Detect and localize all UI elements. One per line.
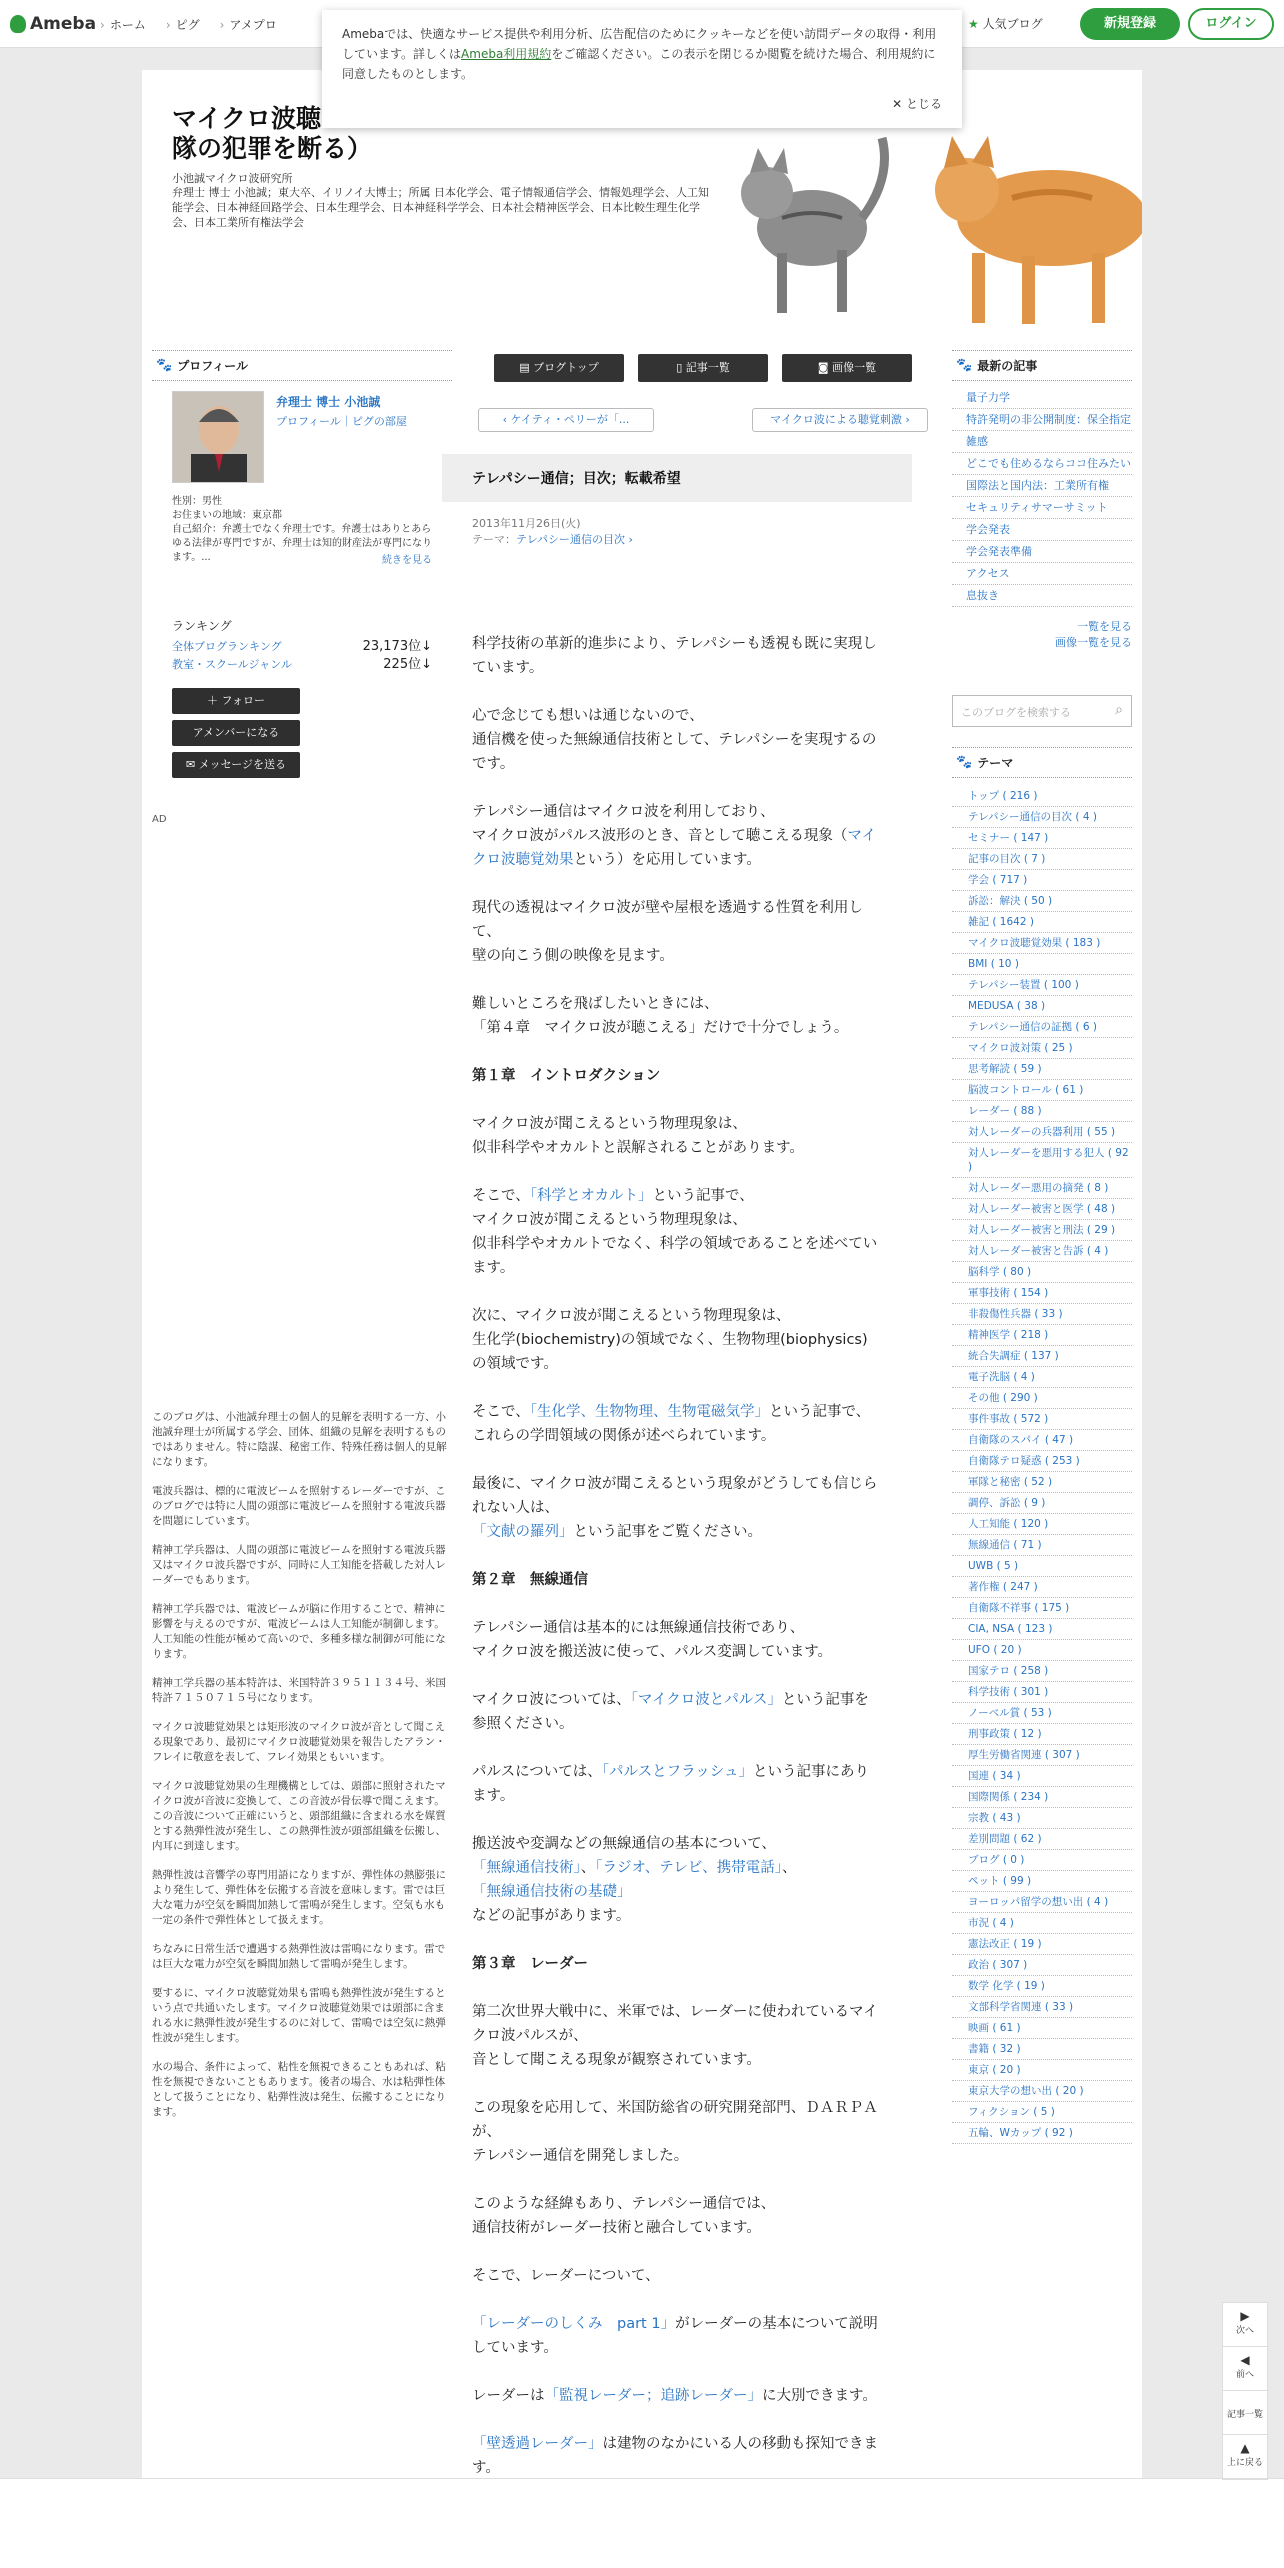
paragraph: この現象を応用して、米国防総省の研究開発部門、ＤＡＲＰＡが、 テレパシー通信を開発しました。 bbox=[472, 2100, 878, 2164]
theme-item[interactable]: ヨーロッパ留学の想い出 ( 4 ) bbox=[952, 1892, 1132, 1913]
paragraph bbox=[472, 2384, 882, 2408]
paragraph bbox=[472, 1472, 882, 1544]
paragraph: 現代の透視はマイクロ波が壁や屋根を透過する性質を利用して、 壁の向こう側の映像を見ます。 bbox=[472, 900, 863, 964]
text: そこで、 bbox=[472, 1404, 530, 1420]
theme-label: テーマ： bbox=[472, 533, 516, 546]
back-to-top-button[interactable] bbox=[1223, 2435, 1267, 2479]
recent-item[interactable]: 雑感 bbox=[952, 431, 1132, 453]
article-link[interactable]: 「無線通信技術」 bbox=[472, 1860, 581, 1876]
theme-item[interactable]: 憲法改正 ( 19 ) bbox=[952, 1934, 1132, 1955]
ranking-value: 225位↓ bbox=[383, 657, 432, 672]
text: パルスについては、 bbox=[472, 1764, 602, 1780]
entry-list-button[interactable]: ▯ 記事一覧 bbox=[638, 354, 768, 382]
theme-item[interactable]: 著作権 ( 247 ) bbox=[952, 1577, 1132, 1598]
text: 最後に、マイクロ波が聞こえるという現象がどうしても信じられない人は、 bbox=[472, 1476, 878, 1516]
article-link[interactable]: 「ラジオ、テレビ、携帯電話」 bbox=[595, 1860, 783, 1876]
theme-item[interactable]: 対人レーダー被害と告訴 ( 4 ) bbox=[952, 1241, 1132, 1262]
theme-item[interactable]: 訴訟：解決 ( 50 ) bbox=[952, 891, 1132, 912]
paragraph bbox=[472, 1688, 882, 1736]
sidebar-disclaimer bbox=[152, 1410, 448, 2134]
prev-button[interactable] bbox=[1223, 2347, 1267, 2391]
text: は建物のなかにいる人の移動も探知できます。 bbox=[472, 2436, 878, 2476]
recent-item[interactable]: 学会発表準備 bbox=[952, 541, 1132, 563]
theme-item[interactable]: 書籍 ( 32 ) bbox=[952, 2039, 1132, 2060]
theme-item[interactable]: 差別問題 ( 62 ) bbox=[952, 1829, 1132, 1850]
theme-item[interactable]: UFO ( 20 ) bbox=[952, 1640, 1132, 1661]
paragraph: そこで、レーダーについて、 bbox=[472, 2268, 660, 2284]
paragraph: 心で念じても想いは通じないので、 通信機を使った無線通信技術として、テレパシーを実現するのです。 bbox=[472, 708, 877, 772]
theme-item[interactable]: 雑記 ( 1642 ) bbox=[952, 912, 1132, 933]
author-description: 弁理士 博士 小池誠；東大卒、イリノイ大博士；所属 日本化学会、電子情報通信学会、情報処理学会、人工知能学会、日本神経回路学会、日本生理学会、日本神経科学学会、日本社会精神医学会、日本比較生理生化学会、日本工業所有権法学会 bbox=[172, 186, 710, 229]
article-link[interactable]: 「科学とオカルト」 bbox=[529, 1188, 653, 1204]
theme-item[interactable]: 国連 ( 34 ) bbox=[952, 1766, 1132, 1787]
profile-heading-text: プロフィール bbox=[177, 359, 248, 373]
read-more-link[interactable]: 続きを見る bbox=[382, 555, 432, 566]
note-paragraph: ちなみに日常生活で遭遇する熱弾性波は雷鳴になります。雷では巨大な電力が空気を瞬間加熱して雷鳴が発生します。 bbox=[152, 1943, 446, 1970]
paragraph: このような経緯もあり、テレパシー通信では、 通信技術がレーダー技術と融合しています。 bbox=[472, 2196, 776, 2236]
theme-item[interactable]: 対人レーダー被害と刑法 ( 29 ) bbox=[952, 1220, 1132, 1241]
theme-item[interactable]: セミナー ( 147 ) bbox=[952, 828, 1132, 849]
paragraph bbox=[472, 2312, 882, 2360]
note-paragraph: 精神工学兵器の基本特許は、米国特許３９５１１３４号、米国特許７１５０７１５号になります。 bbox=[152, 1677, 446, 1704]
ad-label: AD bbox=[152, 814, 167, 825]
recent-list bbox=[952, 387, 1132, 607]
view-all-link[interactable]: 一覧を見る bbox=[1077, 620, 1132, 633]
tabby-kitten-icon bbox=[741, 138, 885, 313]
theme-item[interactable]: 刑事政策 ( 12 ) bbox=[952, 1724, 1132, 1745]
text: に大別できます。 bbox=[762, 2388, 877, 2404]
left-sidebar bbox=[152, 350, 452, 825]
text: という記事を参照ください。 bbox=[472, 1692, 869, 1732]
theme-item[interactable]: 思考解読 ( 59 ) bbox=[952, 1059, 1132, 1080]
paragraph: テレパシー通信は基本的には無線通信技術であり、 マイクロ波を搬送波に使って、パルス変調しています。 bbox=[472, 1620, 833, 1660]
paragraph: マイクロ波が聞こえるという物理現象は、 似非科学やオカルトと誤解されることがあります。 bbox=[472, 1116, 804, 1156]
ranking-label[interactable]: 全体ブログランキング bbox=[172, 640, 282, 653]
logo-text: Ameba bbox=[30, 14, 97, 34]
theme-item[interactable]: テレパシー装置 ( 100 ) bbox=[952, 975, 1132, 996]
up-icon: ▲ bbox=[1240, 2441, 1250, 2455]
theme-item[interactable]: 東京 ( 20 ) bbox=[952, 2060, 1132, 2081]
theme-item[interactable]: 記事の目次 ( 7 ) bbox=[952, 849, 1132, 870]
text: という記事で、 これらの学問領域の関係が述べられています。 bbox=[472, 1404, 871, 1444]
article-link[interactable]: 「パルスとフラッシュ」 bbox=[601, 1764, 754, 1780]
theme-item[interactable]: 政治 ( 307 ) bbox=[952, 1955, 1132, 1976]
paragraph bbox=[472, 1760, 882, 1808]
recent-item[interactable]: 国際法と国内法：工業所有権 bbox=[952, 475, 1132, 497]
theme-item[interactable]: BMI ( 10 ) bbox=[952, 954, 1132, 975]
theme-item[interactable]: 学会 ( 717 ) bbox=[952, 870, 1132, 891]
theme-item[interactable]: 国家テロ ( 258 ) bbox=[952, 1661, 1132, 1682]
article-link[interactable]: 「生化学、生物物理、生物電磁気学」 bbox=[529, 1404, 769, 1420]
theme-item[interactable]: 脳科学 ( 80 ) bbox=[952, 1262, 1132, 1283]
login-button[interactable]: ログイン bbox=[1188, 8, 1274, 40]
profile-info: 性別：男性 お住まいの地域：東京都 自己紹介：弁護士でなく弁理士です。弁護士はありとあらゆる法律が専門ですが、弁理士は知的財産法が専門になります。... bbox=[172, 496, 432, 563]
theme-heading-text: テーマ bbox=[977, 756, 1014, 770]
profile-heading bbox=[152, 350, 452, 381]
profile-name-link[interactable]: 弁理士 博士 小池誠 bbox=[276, 395, 381, 409]
theme-item[interactable]: 自衛隊テロ疑惑 ( 253 ) bbox=[952, 1451, 1132, 1472]
paragraph: 搬送波や変調などの無線通信の基本について、 「無線通信技術」、「ラジオ、テレビ、携帯電話」、 「無線通信技術の基礎」 などの記事があります。 bbox=[472, 1836, 797, 1924]
ranking-row[interactable] bbox=[172, 656, 432, 674]
note-paragraph: 熱弾性波は音響学の専門用語になりますが、弾性体の熱膨張により発生して、弾性体を伝搬する音波を意味します。雷では巨大な電力が空気を瞬間加熱して雷鳴が発生します。空気も水も一定の条件で弾性体として扱えます。 bbox=[152, 1869, 446, 1926]
chapter-heading: 第１章 イントロダクション bbox=[472, 1068, 661, 1084]
recent-item[interactable]: 息抜き bbox=[952, 585, 1132, 607]
ranking-title: ランキング bbox=[172, 619, 232, 633]
article-link[interactable]: 「文献の羅列」 bbox=[472, 1524, 574, 1540]
paragraph: 次に、マイクロ波が聞こえるという物理現象は、 生化学(biochemistry)の領域でなく、生物物理(biophysics)の領域です。 bbox=[472, 1308, 868, 1372]
theme-item[interactable]: 脳波コントロール ( 61 ) bbox=[952, 1080, 1132, 1101]
entry-pager bbox=[478, 408, 928, 432]
entry-date: 2013年11月26日(火) bbox=[472, 517, 581, 530]
entry-theme-link[interactable]: テレパシー通信の目次 › bbox=[516, 533, 633, 546]
theme-item[interactable]: 軍事技術 ( 154 ) bbox=[952, 1283, 1132, 1304]
theme-item[interactable]: 人工知能 ( 120 ) bbox=[952, 1514, 1132, 1535]
paw-icon: 🐾 bbox=[956, 755, 973, 770]
theme-item[interactable]: 厚生労働省関連 ( 307 ) bbox=[952, 1745, 1132, 1766]
article-link[interactable]: 「マイクロ波とパルス」 bbox=[630, 1692, 782, 1708]
ranking-box bbox=[172, 617, 432, 674]
paragraph bbox=[472, 1184, 882, 1280]
paragraph: 第二次世界大戦中に、米軍では、レーダーに使われているマイクロ波パルスが、 音として聞こえる現象が観察されています。 bbox=[472, 2004, 878, 2068]
recent-item[interactable]: 特許発明の非公開制度：保全指定 bbox=[952, 409, 1132, 431]
theme-item[interactable]: MEDUSA ( 38 ) bbox=[952, 996, 1132, 1017]
ameba-leaf-icon bbox=[10, 15, 26, 33]
article-link[interactable]: 「監視レーダー；追跡レーダー」 bbox=[544, 2388, 762, 2404]
blog-top-button[interactable]: ▤ ブログトップ bbox=[494, 354, 624, 382]
next-entry-link[interactable]: マイクロ波による聴覚刺激 › bbox=[752, 408, 928, 432]
recent-item[interactable]: 学会発表 bbox=[952, 519, 1132, 541]
recent-item[interactable]: セキュリティサマーサミット bbox=[952, 497, 1132, 519]
theme-item[interactable]: フィクション ( 5 ) bbox=[952, 2102, 1132, 2123]
theme-item[interactable]: 対人レーダー悪用の摘発 ( 8 ) bbox=[952, 1178, 1132, 1199]
text: という記事をご覧ください。 bbox=[573, 1524, 762, 1540]
note-paragraph: 要するに、マイクロ波聴覚効果も雷鳴も熱弾性波が発生するという点で共通いたします。マイクロ波聴覚効果では頭部に含まれる水に熱弾性波が発生するのに対して、雷鳴では空気に熱弾性波が発生します。 bbox=[152, 1987, 446, 2044]
blog-title[interactable]: マイクロ波聴 隊の犯罪を断る） bbox=[172, 104, 373, 163]
right-sidebar bbox=[952, 350, 1132, 2144]
theme-item[interactable]: 宗教 ( 43 ) bbox=[952, 1808, 1132, 1829]
image-list-button[interactable]: ◙ 画像一覧 bbox=[782, 354, 912, 382]
theme-item[interactable]: 国際関係 ( 234 ) bbox=[952, 1787, 1132, 1808]
theme-item[interactable]: 数学 化学 ( 19 ) bbox=[952, 1976, 1132, 1997]
blog-nav bbox=[468, 354, 938, 382]
theme-item[interactable]: 対人レーダーを悪用する犯人 ( 92 ) bbox=[952, 1143, 1132, 1178]
recent-heading-text: 最新の記事 bbox=[977, 359, 1038, 373]
recent-item[interactable]: アクセス bbox=[952, 563, 1132, 585]
portrait-icon bbox=[173, 392, 264, 483]
recent-heading bbox=[952, 350, 1132, 381]
main-column bbox=[468, 350, 938, 2504]
paw-icon: 🐾 bbox=[156, 358, 173, 373]
theme-item[interactable]: CIA, NSA ( 123 ) bbox=[952, 1619, 1132, 1640]
entry-title[interactable]: テレパシー通信；目次；転載希望 bbox=[442, 454, 912, 502]
article-link[interactable]: 「壁透過レーダー」 bbox=[472, 2436, 603, 2452]
blog-page bbox=[142, 70, 1142, 2550]
text: という記事で、 マイクロ波が聞こえるという物理現象は、 似非科学やオカルトでなく、科学の領域であることを述べています。 bbox=[472, 1188, 878, 1276]
chapter-heading: 第３章 レーダー bbox=[472, 1956, 588, 1972]
cookie-text-1: Amebaでは、快適なサービス提供や利用分析、広告配信のためにクッキーなどを使い訪問データの取得・利用しています。詳しくは bbox=[342, 27, 937, 61]
profile-box bbox=[152, 391, 452, 591]
article-link[interactable]: 「レーダーのしくみ part 1」 bbox=[472, 2316, 676, 2332]
theme-item[interactable]: 東京大学の想い出 ( 20 ) bbox=[952, 2081, 1132, 2102]
text: レーダーは bbox=[472, 2388, 545, 2404]
theme-item[interactable]: マイクロ波聴覚効果 ( 183 ) bbox=[952, 933, 1132, 954]
note-paragraph: 精神工学兵器は、人間の頭部に電波ビームを照射する電波兵器又はマイクロ波兵器ですが、同時に人工知能を搭載した対人レーダーでもあります。 bbox=[152, 1544, 446, 1586]
message-button[interactable]: ✉ メッセージを送る bbox=[172, 752, 300, 778]
top-label: 上に戻る bbox=[1226, 2458, 1263, 2468]
theme-item[interactable]: 対人レーダーの兵器利用 ( 55 ) bbox=[952, 1122, 1132, 1143]
profile-links[interactable]: プロフィール｜ピグの部屋 bbox=[276, 415, 407, 428]
article-link[interactable]: マイクロ波聴覚効果 bbox=[472, 828, 877, 868]
paragraph bbox=[472, 800, 882, 872]
paragraph bbox=[472, 2432, 882, 2480]
entry-body bbox=[472, 632, 882, 2480]
paw-icon: 🐾 bbox=[956, 358, 973, 373]
next-label: 次へ bbox=[1235, 2326, 1254, 2336]
theme-item[interactable]: 科学技術 ( 301 ) bbox=[952, 1682, 1132, 1703]
text: テレパシー通信はマイクロ波を利用しており、 マイクロ波がパルス波形のとき、音として聴こえる現象（ bbox=[472, 804, 848, 844]
image-list-link[interactable]: 画像一覧を見る bbox=[1055, 636, 1132, 649]
text: 搬送波や変調などの無線通信の基本について、 bbox=[472, 1836, 776, 1852]
entry-list-float-button[interactable] bbox=[1223, 2391, 1267, 2435]
text: がレーダーの基本について説明しています。 bbox=[472, 2316, 878, 2356]
popular-blogs-link[interactable]: ★ 人気ブログ bbox=[968, 15, 1043, 32]
prev-icon: ◀ bbox=[1240, 2353, 1250, 2367]
follow-button[interactable]: ＋ フォロー bbox=[172, 688, 300, 714]
note-paragraph: マイクロ波聴覚効果の生理機構としては、頭部に照射されたマイクロ波が音波に変換して、この音波が骨伝導で聞こえます。この音波について正確にいうと、頭部組織に含まれる水を媒質とする熱弾性波が発生し、この熱弾性波が頭部組織を伝搬し、内耳に到達します。 bbox=[152, 1780, 446, 1852]
theme-item[interactable]: テレパシー通信の目次 ( 4 ) bbox=[952, 807, 1132, 828]
ameba-logo[interactable] bbox=[10, 14, 96, 34]
next-button[interactable] bbox=[1223, 2303, 1267, 2347]
floating-nav bbox=[1222, 2302, 1268, 2480]
paragraph bbox=[472, 1400, 882, 1448]
theme-item[interactable]: 対人レーダー被害と医学 ( 48 ) bbox=[952, 1199, 1132, 1220]
theme-item[interactable]: 映画 ( 61 ) bbox=[952, 2018, 1132, 2039]
ranking-value: 23,173位↓ bbox=[362, 639, 432, 654]
theme-item[interactable]: 五輪、Wカップ ( 92 ) bbox=[952, 2123, 1132, 2144]
theme-item[interactable]: ペット ( 99 ) bbox=[952, 1871, 1132, 1892]
text: マイクロ波については、 bbox=[472, 1692, 631, 1708]
chapter-heading: 第２章 無線通信 bbox=[472, 1572, 588, 1588]
theme-item[interactable]: 無線通信 ( 71 ) bbox=[952, 1535, 1132, 1556]
theme-item[interactable]: 精神医学 ( 218 ) bbox=[952, 1325, 1132, 1346]
nav-pigg[interactable]: › ピグ bbox=[166, 16, 200, 33]
theme-heading bbox=[952, 747, 1132, 778]
theme-item[interactable]: 文部科学省関連 ( 33 ) bbox=[952, 1997, 1132, 2018]
theme-item[interactable]: マイクロ波対策 ( 25 ) bbox=[952, 1038, 1132, 1059]
prev-label: 前へ bbox=[1235, 2370, 1254, 2380]
note-paragraph: 水の場合、条件によって、粘性を無視できることもあれば、粘性を無視できないこともあります。後者の場合、水は粘弾性体として扱うことになり、粘弾性波は発生、伝搬することになります。 bbox=[152, 2061, 446, 2118]
ranking-label[interactable]: 教室・スクールジャンル bbox=[172, 658, 293, 671]
paragraph: 難しいところを飛ばしたいときには、 「第４章 マイクロ波が聴こえる」だけで十分でしょう。 bbox=[472, 996, 849, 1036]
list-label: 記事一覧 bbox=[1226, 2410, 1263, 2420]
note-paragraph: 精神工学兵器では、電波ビームが脳に作用することで、精神に影響を与えるのですが、電波ビームは人工知能が制御します。人工知能の性能が極めて高いので、多種多様な制御が可能になります。 bbox=[152, 1603, 446, 1660]
blog-search-input[interactable]: このブログを検索する ⌕ bbox=[952, 695, 1132, 727]
theme-item[interactable]: 市況 ( 4 ) bbox=[952, 1913, 1132, 1934]
recent-item[interactable]: 量子力学 bbox=[952, 387, 1132, 409]
footer-area bbox=[0, 2478, 1284, 2568]
author-name: 小池誠マイクロ波研究所 bbox=[172, 172, 293, 185]
theme-item[interactable]: 統合失調症 ( 137 ) bbox=[952, 1346, 1132, 1367]
orange-cat-icon bbox=[935, 136, 1142, 324]
next-icon: ▶ bbox=[1240, 2309, 1250, 2323]
theme-list bbox=[952, 786, 1132, 2144]
text: などの記事があります。 bbox=[472, 1908, 631, 1924]
theme-item[interactable]: 自衛隊不祥事 ( 175 ) bbox=[952, 1598, 1132, 1619]
note-paragraph: 電波兵器は、標的に電波ビームを照射するレーダーですが、このブログでは特に人間の頭部に電波ビームを照射する電波兵器を問題にしています。 bbox=[152, 1485, 446, 1527]
text: という記事にあります。 bbox=[472, 1764, 870, 1804]
nav-amepro[interactable]: › アメプロ bbox=[220, 16, 277, 33]
theme-item[interactable]: その他 ( 290 ) bbox=[952, 1388, 1132, 1409]
profile-actions bbox=[172, 688, 432, 778]
theme-item[interactable]: 調停、訴訟 ( 9 ) bbox=[952, 1493, 1132, 1514]
text: そこで、 bbox=[472, 1188, 530, 1204]
theme-item[interactable]: 事件事故 ( 572 ) bbox=[952, 1409, 1132, 1430]
cookie-text-2: をご確認ください。この表示を閉じるか閲覧を続けた場合、利用規約に同意したものとします。 bbox=[342, 47, 936, 81]
theme-item[interactable]: テレパシー通信の証拠 ( 6 ) bbox=[952, 1017, 1132, 1038]
theme-item[interactable]: レーダー ( 88 ) bbox=[952, 1101, 1132, 1122]
theme-item[interactable]: UWB ( 5 ) bbox=[952, 1556, 1132, 1577]
ranking-row[interactable] bbox=[172, 638, 432, 656]
theme-item[interactable]: ノーベル賞 ( 53 ) bbox=[952, 1703, 1132, 1724]
cookie-close-button[interactable]: ✕ とじる bbox=[892, 97, 942, 111]
entry-meta bbox=[472, 516, 938, 548]
cookie-consent-banner bbox=[322, 10, 962, 128]
note-paragraph: このブログは、小池誠弁理士の個人的見解を表明する一方、小池誠弁理士が所属する学会、団体、組織の見解を表明するものではありません。特に陰謀、秘密工作、特殊任務は個人的見解になります。 bbox=[152, 1411, 447, 1468]
profile-photo[interactable] bbox=[172, 391, 264, 483]
theme-item[interactable]: トップ ( 216 ) bbox=[952, 786, 1132, 807]
signup-button[interactable]: 新規登録 bbox=[1080, 8, 1180, 40]
recent-more-links bbox=[952, 619, 1132, 651]
header-cats-image bbox=[722, 118, 1142, 328]
global-nav bbox=[100, 16, 277, 33]
nav-home[interactable]: › ホーム bbox=[100, 16, 146, 33]
recent-item[interactable]: どこでも住めるならココ住みたい bbox=[952, 453, 1132, 475]
terms-link[interactable]: Ameba利用規約 bbox=[461, 47, 552, 61]
theme-item[interactable]: 軍隊と秘密 ( 52 ) bbox=[952, 1472, 1132, 1493]
theme-item[interactable]: 自衛隊のスパイ ( 47 ) bbox=[952, 1430, 1132, 1451]
theme-item[interactable]: 電子洗脳 ( 4 ) bbox=[952, 1367, 1132, 1388]
article-link[interactable]: 「無線通信技術の基礎」 bbox=[472, 1884, 632, 1900]
text: という）を応用しています。 bbox=[573, 852, 761, 868]
theme-item[interactable]: 非殺傷性兵器 ( 33 ) bbox=[952, 1304, 1132, 1325]
prev-entry-link[interactable]: ‹ ケイティ・ペリーが「... bbox=[478, 408, 654, 432]
theme-item[interactable]: ブログ ( 0 ) bbox=[952, 1850, 1132, 1871]
amember-button[interactable]: アメンバーになる bbox=[172, 720, 300, 746]
note-paragraph: マイクロ波聴覚効果とは矩形波のマイクロ波が音として聞こえる現象であり、最初にマイクロ波聴覚効果を報告したアラン・フレイに敬意を表して、フレイ効果ともいいます。 bbox=[152, 1721, 446, 1763]
paragraph: 科学技術の革新的進歩により、テレパシーも透視も既に実現しています。 bbox=[472, 636, 877, 676]
